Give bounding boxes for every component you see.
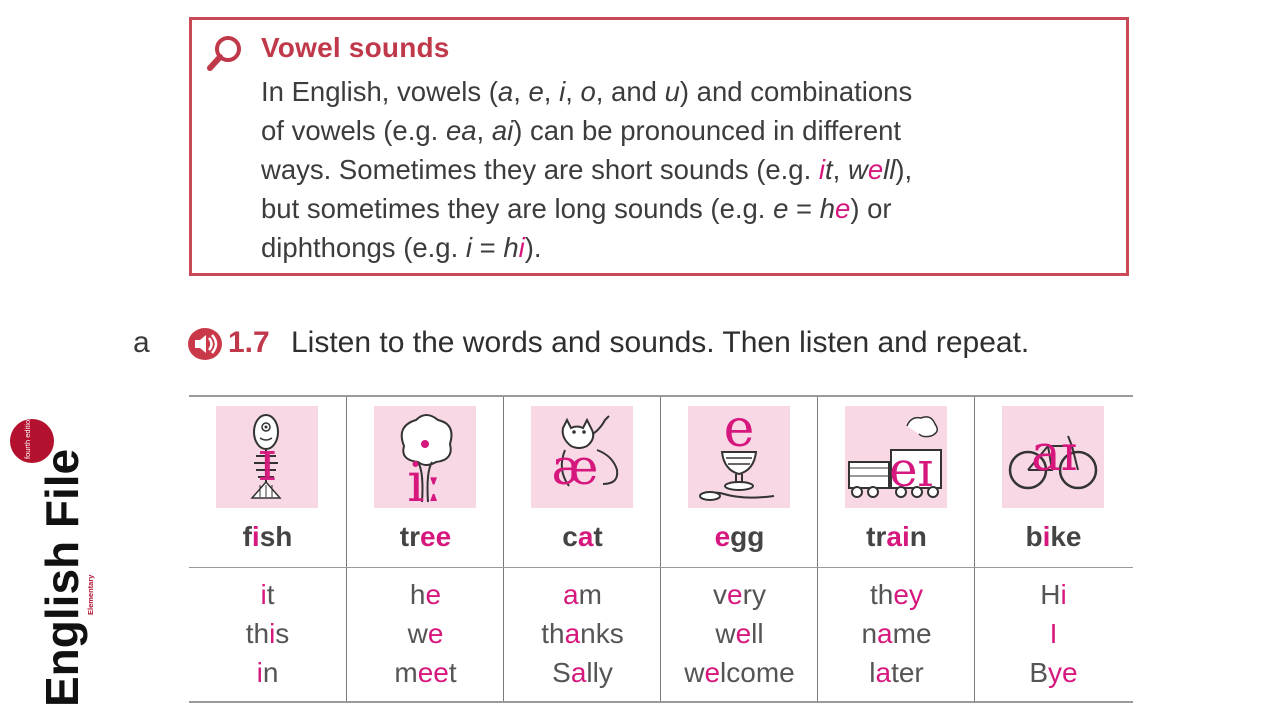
example-word: this xyxy=(245,618,290,649)
info-box-title: Vowel sounds xyxy=(261,32,450,63)
example-word: Bye xyxy=(1029,657,1078,688)
example-words xyxy=(189,575,346,692)
vowel-sound-table xyxy=(189,395,1133,703)
sound-column-tree xyxy=(346,397,504,701)
phonetic-symbol: ɪ xyxy=(258,429,276,494)
example-words xyxy=(975,575,1132,692)
info-box-line: of vowels (e.g. ea, ai) can be pronounced in different xyxy=(261,115,902,146)
sound-column-bike xyxy=(974,397,1132,701)
example-words xyxy=(504,575,661,692)
magnifier-icon xyxy=(206,34,244,72)
example-word: thanks xyxy=(541,618,624,649)
example-word: very xyxy=(713,579,766,610)
phonetic-symbol: aɪ xyxy=(1031,424,1077,482)
sound-keyword: bike xyxy=(1025,521,1082,552)
example-word: in xyxy=(256,657,279,688)
sound-keyword: egg xyxy=(714,521,765,552)
sound-column-egg xyxy=(660,397,818,701)
example-word: they xyxy=(870,579,923,610)
exercise-track-number: 1.7 xyxy=(228,326,270,359)
example-words xyxy=(818,575,975,692)
example-word: Hi xyxy=(1040,579,1067,610)
cat-icon xyxy=(531,406,633,508)
example-word: Sally xyxy=(552,657,613,688)
exercise-letter: a xyxy=(133,326,150,359)
phonetic-symbol: iː xyxy=(407,451,443,508)
sound-picture xyxy=(845,406,947,508)
info-box-body xyxy=(261,72,1111,267)
sound-picture xyxy=(216,406,318,508)
sound-keyword: train xyxy=(866,521,927,552)
sound-picture xyxy=(531,406,633,508)
sound-column-fish xyxy=(189,397,346,701)
exercise-instruction: Listen to the words and sounds. Then listen and repeat. xyxy=(291,326,1030,359)
example-word: he xyxy=(409,579,442,610)
example-words xyxy=(347,575,504,692)
info-box-line: but sometimes they are long sounds (e.g. e = he) or xyxy=(261,193,892,224)
example-word: am xyxy=(563,579,602,610)
english-file-logo xyxy=(0,415,100,715)
fish-icon xyxy=(216,406,318,508)
sound-keyword: fish xyxy=(242,521,293,552)
example-word: meet xyxy=(394,657,457,688)
info-box-line: In English, vowels (a, e, i, o, and u) and combinations xyxy=(261,76,913,107)
logo-edition: fourth edition xyxy=(23,415,32,459)
sound-picture xyxy=(374,406,476,508)
egg-icon xyxy=(688,406,790,508)
example-word: well xyxy=(715,618,764,649)
phonetic-symbol: æ xyxy=(551,438,599,496)
sound-column-train xyxy=(817,397,975,701)
sound-picture xyxy=(688,406,790,508)
train-icon xyxy=(845,406,947,508)
sound-picture xyxy=(1002,406,1104,508)
sound-keyword: tree xyxy=(399,521,452,552)
logo-title: English File xyxy=(36,448,88,707)
example-word: later xyxy=(869,657,924,688)
info-box-line: ways. Sometimes they are short sounds (e.g. it, well), xyxy=(261,154,913,185)
example-word: I xyxy=(1049,618,1058,649)
vowel-sounds-info-box xyxy=(189,17,1129,276)
example-word: it xyxy=(260,579,275,610)
table-divider xyxy=(189,567,1133,568)
tree-icon xyxy=(374,406,476,508)
logo-level: Elementary xyxy=(86,574,95,615)
sound-keyword: cat xyxy=(562,521,603,552)
phonetic-symbol: eɪ xyxy=(889,442,933,498)
sound-column-cat xyxy=(503,397,661,701)
example-word: welcome xyxy=(684,657,795,688)
example-word: name xyxy=(861,618,932,649)
audio-speaker-icon[interactable] xyxy=(186,327,224,361)
example-words xyxy=(661,575,818,692)
bike-icon xyxy=(1002,406,1104,508)
info-box-line: diphthongs (e.g. i = hi). xyxy=(261,232,542,263)
example-word: we xyxy=(407,618,444,649)
phonetic-symbol: e xyxy=(723,406,755,459)
